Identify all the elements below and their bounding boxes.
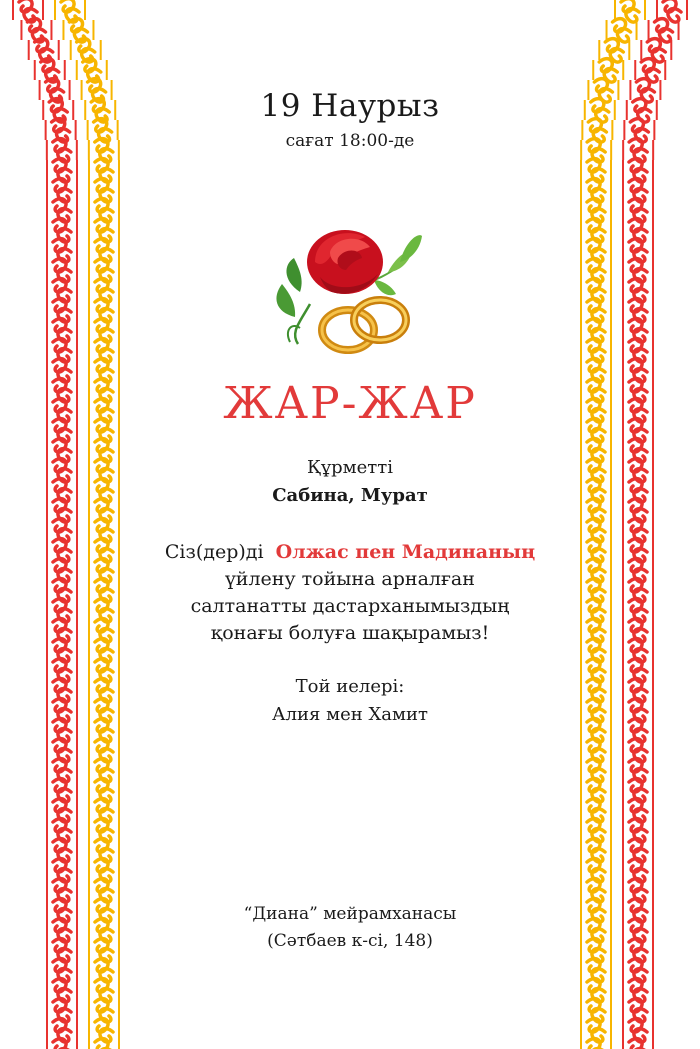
invitation-line-2: үйлену тойына арналған — [225, 568, 475, 590]
rose-rings-emblem — [270, 222, 430, 360]
host-names: Алия мен Хамит — [271, 704, 428, 725]
guest-names: Сабина, Мурат — [272, 485, 428, 506]
invitation-prefix: Сіз(дер)ді — [164, 541, 264, 563]
invitation-text — [130, 539, 570, 647]
venue-address: (Сәтбаев к-сі, 148) — [267, 931, 433, 951]
event-time: сағат 18:00-де — [285, 131, 415, 151]
hosts-label: Той иелері: — [295, 676, 405, 697]
event-title: ЖАР-ЖАР — [223, 378, 477, 429]
salutation: Құрметті — [307, 457, 393, 478]
invitation-line-1 — [130, 539, 570, 566]
venue-name: “Диана” мейрамханасы — [243, 904, 457, 924]
event-date: 19 Наурыз — [260, 88, 440, 124]
invitation-line-4: қонағы болуға шақырамыз! — [210, 622, 490, 644]
invitation-card — [130, 0, 570, 1049]
wedding-rings-icon — [322, 300, 406, 350]
couple-names: Олжас пен Мадинаның — [275, 541, 536, 563]
invitation-line-3: салтанатты дастарханымыздың — [190, 595, 510, 617]
